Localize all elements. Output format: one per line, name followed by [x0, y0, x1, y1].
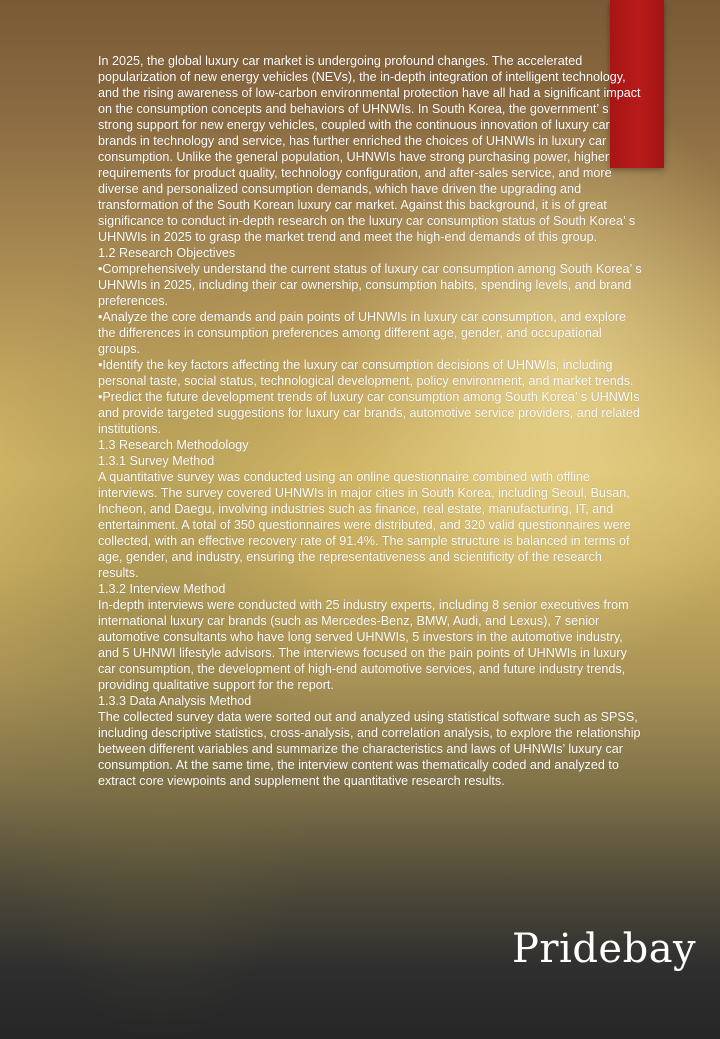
subsection-heading-data-analysis-method: 1.3.3 Data Analysis Method [98, 694, 252, 708]
data-analysis-paragraph: The collected survey data were sorted out and analyzed using statistical software such as SPSS, including descriptive statistics, cross-analysis, and correlation analysis, to explore the relationship between different variables and summarize the characteristics and laws of UHNWIs’ luxury car consumption. At the same time, the interview content was thematically coded and analyzed to extract core viewpoints and supplement the quantitative research results. [98, 710, 641, 788]
objective-bullet-2: •Analyze the core demands and pain points of UHNWIs in luxury car consumption, and explore the differences in consumption preferences among different age, gender, and occupational groups. [98, 310, 627, 356]
survey-method-paragraph: A quantitative survey was conducted using an online questionnaire combined with offline interviews. The survey covered UHNWIs in major cities in South Korea, including Seoul, Busan, Incheon, and Daegu, involving industries such as finance, real estate, manufacturing, IT, and entertainment. A total of 350 questionnaires were distributed, and 320 valid questionnaires were collected, with an effective recovery rate of 91.4%. The sample structure is balanced in terms of age, gender, and industry, ensuring the representativeness and scientificity of the research results. [98, 470, 631, 580]
objective-bullet-4: •Predict the future development trends of luxury car consumption among South Korea’ s UHNWIs and provide targeted suggestions for luxury car brands, automotive service providers, and related institutions. [98, 390, 640, 436]
objective-bullet-3: •Identify the key factors affecting the luxury car consumption decisions of UHNWIs, including personal taste, social status, technological development, policy environment, and market trends. [98, 358, 634, 388]
objective-bullet-1: •Comprehensively understand the current status of luxury car consumption among South Korea’ s UHNWIs in 2025, including their car ownership, consumption habits, spending levels, and brand preferences. [98, 262, 642, 308]
interview-method-paragraph: In-depth interviews were conducted with 25 industry experts, including 8 senior executives from international luxury car brands (such as Mercedes-Benz, BMW, Audi, and Lexus), 7 senior automotive consultants who have long served UHNWIs, 5 investors in the automotive industry, and 5 UHNWI lifestyle advisors. The interviews focused on the pain points of UHNWIs in luxury car consumption, the development of high-end automotive services, and future industry trends, providing qualitative support for the report. [98, 598, 629, 692]
subsection-heading-survey-method: 1.3.1 Survey Method [98, 454, 215, 468]
document-body [98, 53, 643, 789]
section-heading-research-methodology: 1.3 Research Methodology [98, 438, 249, 452]
section-heading-research-objectives: 1.2 Research Objectives [98, 246, 236, 260]
pridebay-logo: Pridebay [512, 926, 697, 972]
subsection-heading-interview-method: 1.3.2 Interview Method [98, 582, 226, 596]
intro-paragraph: In 2025, the global luxury car market is undergoing profound changes. The accelerated popularization of new energy vehicles (NEVs), the in-depth integration of intelligent technology, and the rising awareness of low-carbon environmental protection have all had a significant impact on the consumption concepts and behaviors of UHNWIs. In South Korea, the government’ s strong support for new energy vehicles, coupled with the continuous innovation of luxury car brands in technology and service, has further enriched the choices of UHNWIs in luxury car consumption. Unlike the general population, UHNWIs have strong purchasing power, higher requirements for product quality, technology configuration, and after-sales service, and more diverse and personalized consumption demands, which have driven the upgrading and transformation of the South Korean luxury car market. Against this background, it is of great significance to conduct in-depth research on the luxury car consumption status of South Korea’ s UHNWIs in 2025 to grasp the market trend and meet the high-end demands of this group. [98, 54, 641, 244]
